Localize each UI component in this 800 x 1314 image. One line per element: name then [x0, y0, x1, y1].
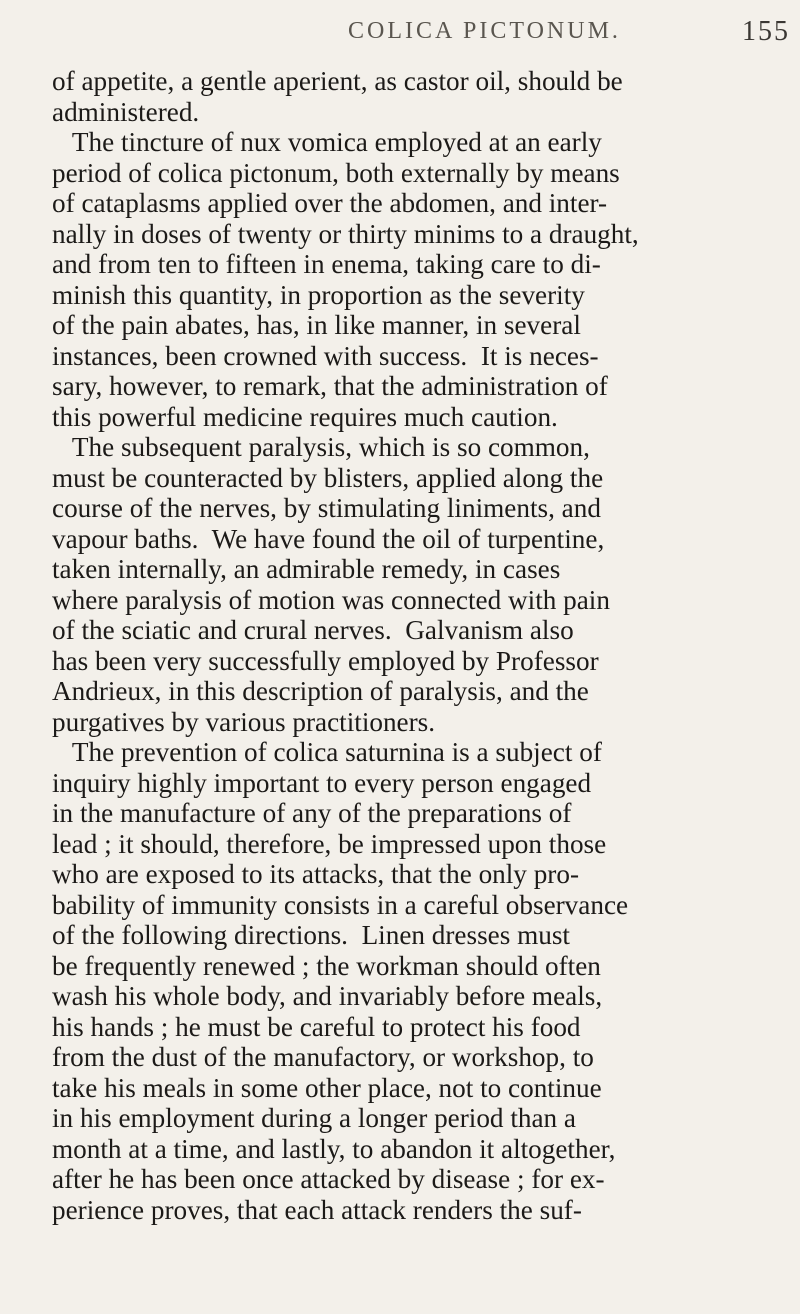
text-line: vapour baths. We have found the oil of turpentine, [52, 523, 605, 554]
text-line: of the following directions. Linen dresses must [52, 920, 570, 950]
text-line: period of colica pictonum, both externally by means [52, 157, 620, 188]
text-line: instances, been crowned with success. It is neces- [52, 340, 599, 371]
text-line: who are exposed to its attacks, that the only pro- [52, 859, 579, 889]
text-line: of appetite, a gentle aperient, as castor oil, should be [52, 66, 623, 96]
text-line: where paralysis of motion was connected with pain [52, 584, 610, 615]
text-line: Andrieux, in this description of paralysis, and the [52, 676, 589, 706]
running-head: COLICA PICTONUM. [348, 18, 621, 44]
text-line: of cataplasms applied over the abdomen, and inter- [52, 188, 608, 218]
page-header [0, 14, 800, 54]
text-line: purgatives by various practitioners. [52, 706, 436, 737]
text-line: sary, however, to remark, that the administration of [52, 371, 608, 401]
text-line: in the manufacture of any of the preparations of [52, 798, 572, 828]
text-line: of the sciatic and crural nerves. Galvanism also [52, 615, 574, 645]
text-line: The prevention of colica saturnina is a subject of [52, 737, 602, 767]
text-line: lead ; it should, therefore, be impressed upon those [52, 828, 607, 859]
text-line: this powerful medicine requires much caution. [52, 401, 558, 432]
text-line: The subsequent paralysis, which is so common, [52, 432, 590, 462]
text-line: after he has been once attacked by disease ; for ex- [52, 1164, 605, 1194]
text-line: minish this quantity, in proportion as the severity [52, 279, 585, 310]
text-line: of the pain abates, has, in like manner, in several [52, 310, 581, 340]
text-line: be frequently renewed ; the workman should often [52, 950, 601, 981]
text-line: perience proves, that each attack renders the suf- [52, 1194, 582, 1225]
text-line: administered. [52, 96, 200, 127]
text-line: nally in doses of twenty or thirty minims to a draught, [52, 218, 639, 249]
text-line: take his meals in some other place, not to continue [52, 1072, 602, 1103]
text-line: his hands ; he must be careful to protect his food [52, 1011, 581, 1042]
page-number: 155 [742, 16, 790, 47]
text-line: in his employment during a longer period than a [52, 1103, 576, 1133]
text-line: month at a time, and lastly, to abandon it altogether, [52, 1133, 616, 1164]
text-line: has been very successfully employed by Professor [52, 645, 599, 676]
text-line: inquiry highly important to every person engaged [52, 767, 592, 798]
text-line: taken internally, an admirable remedy, in cases [52, 554, 561, 584]
body-text [52, 66, 800, 1225]
text-line: course of the nerves, by stimulating liniments, and [52, 493, 601, 523]
text-line: wash his whole body, and invariably before meals, [52, 981, 603, 1011]
text-line: from the dust of the manufactory, or workshop, to [52, 1042, 594, 1072]
text-line: bability of immunity consists in a careful observance [52, 889, 629, 920]
text-line: and from ten to fifteen in enema, taking care to di- [52, 249, 601, 279]
text-line: must be counteracted by blisters, applied along the [52, 462, 604, 493]
text-line: The tincture of nux vomica employed at an early [52, 127, 602, 157]
